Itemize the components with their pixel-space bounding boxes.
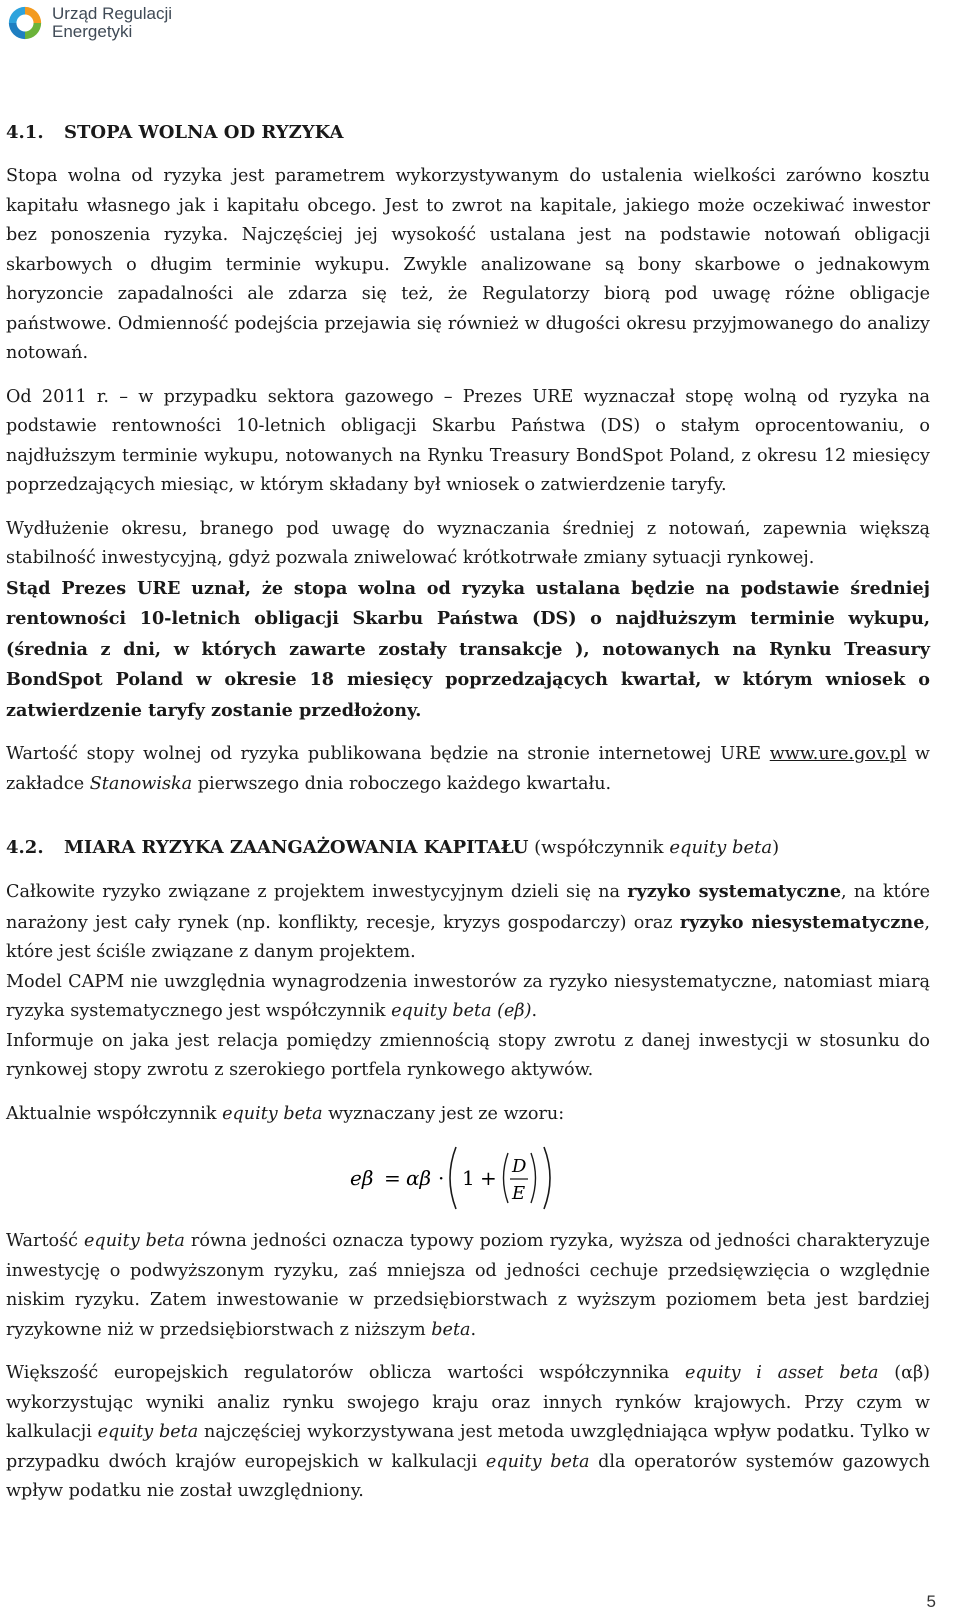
- formula-numerator: D: [512, 1156, 527, 1177]
- header: [6, 4, 172, 42]
- italic-text: equity beta: [669, 837, 773, 858]
- italic-text: equity i asset beta: [684, 1363, 879, 1383]
- text-run: ): [772, 837, 780, 858]
- bold-text: ryzyko niesystematyczne: [679, 911, 925, 933]
- text-run: pierwszego dnia roboczego każdego kwartału.: [192, 773, 612, 794]
- paragraph: Wydłużenie okresu, branego pod uwagę do wyznaczania średniej z notowań, zapewnia większą stabilność inwestycyjną, gdyż pozwala zniwelować krótkotrwałe zmiany sytuacji rynkowej.: [6, 518, 930, 568]
- text-run: Model CAPM nie uwzględnia wynagrodzenia inwestorów za ryzyko niesystematyczne, natomiast miarą ryzyka systematycznego jest współczynnik: [6, 971, 930, 1021]
- equity-beta-formula: [6, 1139, 930, 1217]
- logo-line2: Energetyki: [52, 22, 133, 41]
- text-run: najczęściej wykorzystywana jest metoda uwzględniająca wpływ podatku. Tylko w przypadku dwóch krajów europejskich w kalkulacji: [6, 1422, 930, 1472]
- section-title: STOPA WOLNA OD RYZYKA: [64, 122, 344, 143]
- page-number: 5: [926, 1592, 936, 1611]
- text-run: , na które narażony jest cały rynek (np. konflikty, recesje, kryzys gospodarczy) oraz: [6, 882, 931, 933]
- section-title: MIARA RYZYKA ZAANGAŻOWANIA KAPITAŁU: [64, 837, 529, 858]
- formula-dot: ·: [438, 1166, 445, 1190]
- text-run: , które jest ściśle związane z danym projektem.: [6, 912, 930, 962]
- text-run: (αβ) wykorzystując wyniki analiz rynku swojego kraju oraz innych rynków krajowych. Przy czym w kalkulacji: [6, 1363, 931, 1442]
- right-inner-paren: [531, 1153, 536, 1203]
- logo-text: [52, 5, 172, 41]
- formula-denominator: E: [512, 1183, 526, 1204]
- text-run: Całkowite ryzyko związane z projektem inwestycyjnym dzieli się na: [6, 882, 628, 902]
- left-inner-paren: [504, 1153, 509, 1203]
- italic-text: beta: [431, 1319, 471, 1340]
- text-run: .: [470, 1319, 477, 1340]
- paragraph: [6, 1100, 930, 1130]
- text-run: wyznaczany jest ze wzoru:: [322, 1103, 565, 1124]
- formula-plus: +: [480, 1166, 497, 1190]
- section-heading-4-1: [6, 118, 930, 148]
- formula-one: 1: [462, 1166, 475, 1190]
- section-number: 4.1.: [6, 122, 44, 143]
- formula-asset-beta: αβ: [406, 1166, 432, 1190]
- paragraph: [6, 877, 930, 968]
- text-run: Aktualnie współczynnik: [6, 1103, 223, 1124]
- paragraph: [6, 740, 930, 799]
- document-body: [6, 118, 930, 1507]
- bold-paragraph: [6, 574, 930, 727]
- italic-text: Stanowiska: [89, 773, 193, 794]
- italic-text: equity beta: [97, 1422, 199, 1442]
- section-number: 4.2.: [6, 837, 44, 858]
- italic-text: equity beta: [222, 1103, 323, 1124]
- section-heading-4-2: [6, 833, 930, 863]
- logo-line1: Urząd Regulacji: [52, 4, 172, 23]
- ure-logo-icon: [6, 4, 44, 42]
- bold-text: ryzyko systematyczne: [627, 881, 842, 902]
- paragraph: Informuje on jaka jest relacja pomiędzy zmiennością stopy zwrotu z danej inwestycji w stosunku do rynkowej stopy zwrotu z szerokiego portfela rynkowego aktywów.: [6, 1030, 930, 1080]
- text-run: dla operatorów systemów gazowych wpływ podatku nie został uwzględniony.: [6, 1451, 930, 1501]
- paragraph: [6, 1227, 930, 1345]
- formula-svg: [348, 1139, 588, 1217]
- paragraph: [6, 1359, 930, 1507]
- paragraph: Stopa wolna od ryzyka jest parametrem wykorzystywanym do ustalenia wielkości zarówno kosztu kapitału własnego jak i kapitału obcego. Jest to zwrot na kapitale, jakiego może oczekiwać inwestor bez ponoszenia ryzyka. Najczęściej jej wysokość ustalana jest na podstawie notowań obligacji skarbowych o długim terminie wykupu. Zwykle analizowane są bony skarbowe o jednakowym horyzoncie zapadalności ale zdarza się też, że Regulatorzy biorą pod uwagę różne obligacje państwowe. Odmienność podejścia przejawia się również w długości okresu przyjmowanego do analizy notowań.: [6, 166, 930, 363]
- italic-text: equity beta: [485, 1451, 590, 1472]
- text-run: .: [531, 1001, 538, 1021]
- ure-website-link[interactable]: www.ure.gov.pl: [769, 744, 907, 764]
- text-run: (współczynnik: [528, 837, 670, 858]
- text-run: Większość europejskich regulatorów oblicza wartości współczynnika: [6, 1363, 685, 1383]
- right-outer-paren: [544, 1147, 550, 1209]
- text-run: Wartość: [6, 1231, 85, 1251]
- text-run: równa jedności oznacza typowy poziom ryzyka, wyższa od jedności charakteryzuje inwestycję o podwyższonym ryzyku, zaś mniejsza od jedności cechuje przedsięwzięcia o względnie niskim ryzyku. Zatem inwestowanie w przedsiębiorstwach z wyższym poziomem beta jest bardziej ryzykowne niż w przedsiębiorstwach z niższym: [6, 1231, 930, 1340]
- paragraph: [6, 968, 930, 1027]
- formula-equals: =: [384, 1166, 401, 1190]
- text-run: w zakładce: [6, 744, 930, 794]
- formula-lhs: eβ: [350, 1166, 374, 1190]
- text-run: Wartość stopy wolnej od ryzyka publikowana będzie na stronie internetowej URE: [6, 744, 770, 764]
- paragraph: Od 2011 r. – w przypadku sektora gazowego – Prezes URE wyznaczał stopę wolną od ryzyka na podstawie rentowności 10-letnich obligacji Skarbu Państwa (DS) o stałym oprocentowaniu, o najdłuższym terminie wykupu, notowanych na Rynku Treasury BondSpot Poland, z okresu 12 miesięcy poprzedzających miesiąc, w którym składany był wniosek o zatwierdzenie taryfy.: [6, 386, 930, 495]
- bold-text: Stąd Prezes URE uznał, że stopa wolna od ryzyka ustalana będzie na podstawie średniej rentowności 10-letnich obligacji Skarbu Państwa (DS) o najdłuższym terminie wykupu, (średnia z dni, w których zawarte zostały transakcje ), notowanych na Rynku Treasury BondSpot Poland w okresie 18 miesięcy poprzedzających kwartał, w którym wniosek o zatwierdzenie taryfy zostanie przedłożony.: [6, 577, 930, 721]
- left-outer-paren: [450, 1147, 456, 1209]
- italic-text: equity beta (eβ): [391, 1001, 532, 1021]
- italic-text: equity beta: [84, 1231, 185, 1251]
